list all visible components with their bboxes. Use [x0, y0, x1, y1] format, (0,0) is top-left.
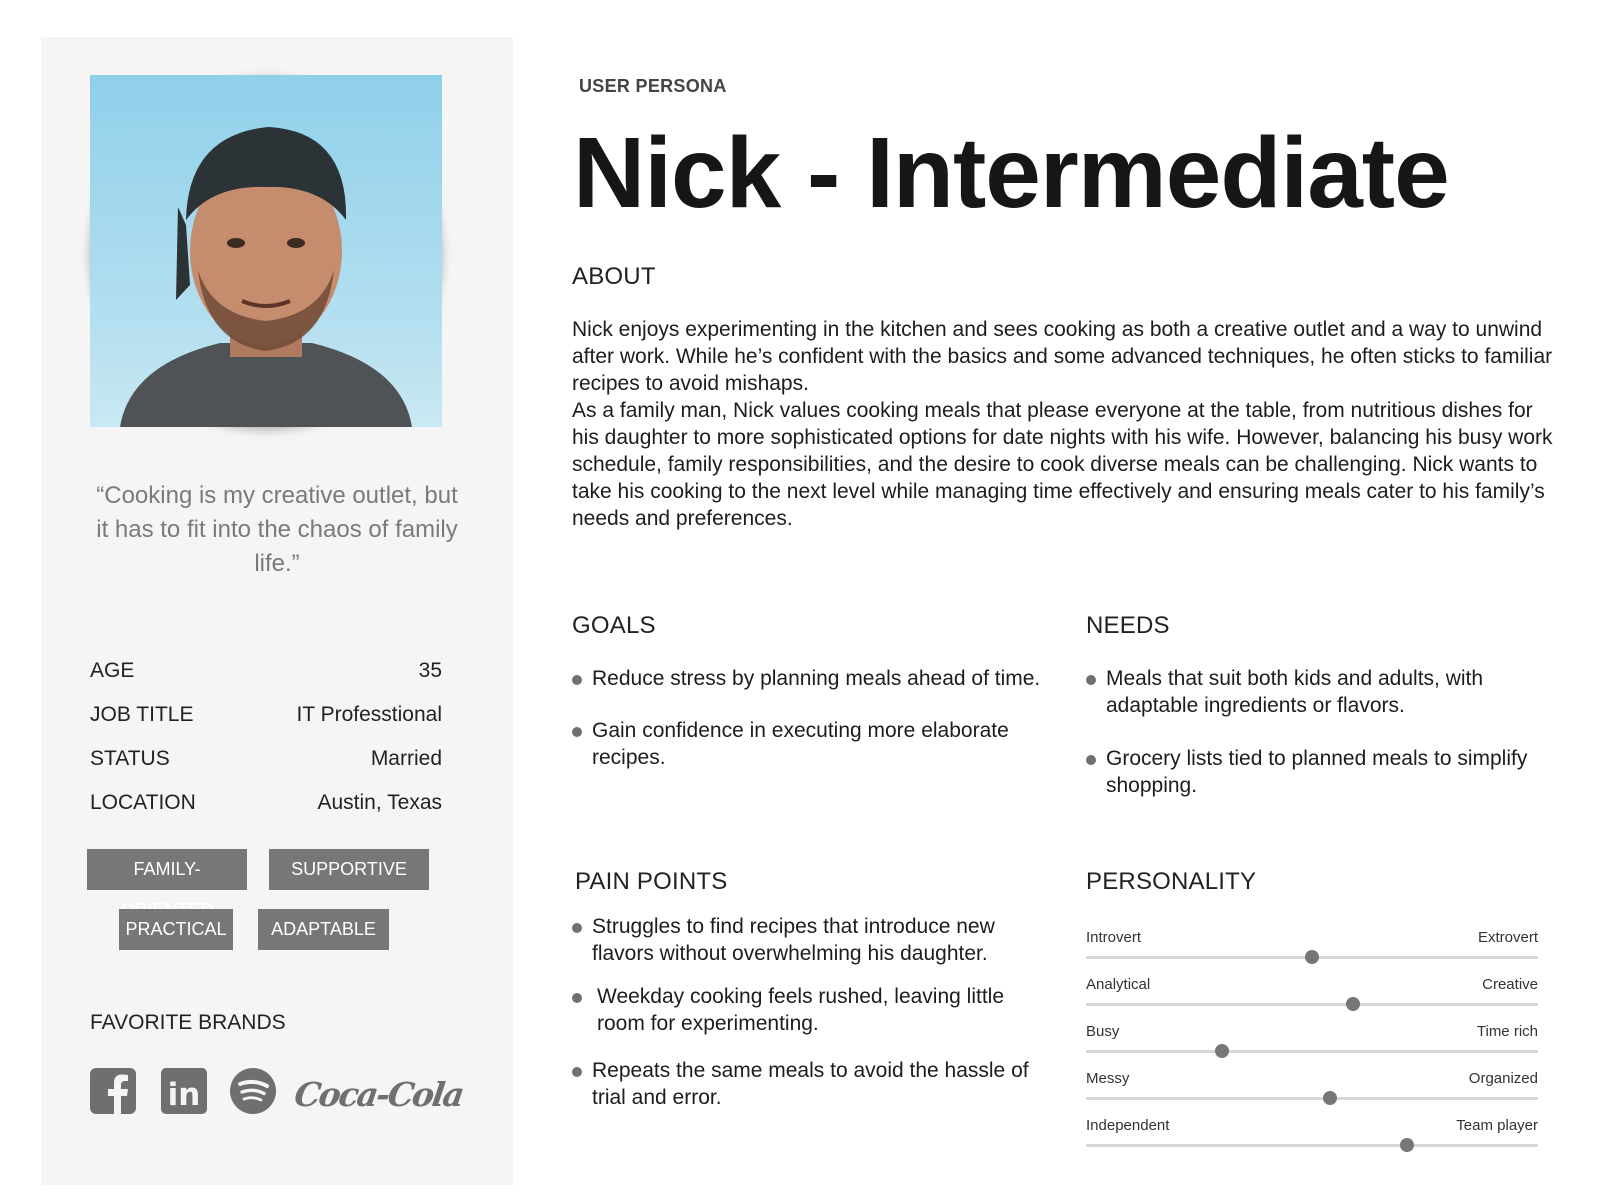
trait-slider-introvert-extrovert: [1086, 929, 1538, 969]
trait-left-label: Introvert: [1086, 929, 1142, 946]
trait-right-label: Creative: [1482, 976, 1538, 993]
about-paragraph: Nick enjoys experimenting in the kitchen and sees cooking as both a creative outlet and a way to unwind after work. While he’s confident with the basics and some advanced techniques, he often sticks to familiar recipes to avoid mishaps.: [572, 318, 1553, 395]
detail-label: JOB TITLE: [90, 703, 194, 726]
trait-right-label: Extrovert: [1477, 929, 1538, 946]
detail-label: STATUS: [90, 747, 170, 770]
facebook-icon: [90, 1068, 136, 1119]
about-text: [572, 316, 1562, 532]
list-item: Gain confidence in executing more elaborate recipes.: [572, 717, 1042, 771]
trait-track: [1086, 1050, 1538, 1053]
trait-tag: ADAPTABLE: [258, 909, 389, 950]
trait-track: [1086, 1003, 1538, 1006]
coca-cola-logo: [291, 1064, 466, 1123]
detail-row-location: [90, 783, 442, 827]
detail-value: IT Professtional: [296, 703, 442, 726]
trait-left-label: Messy: [1086, 1070, 1130, 1087]
trait-right-label: Organized: [1468, 1070, 1538, 1087]
detail-row-age: [90, 651, 442, 695]
trait-thumb: [1323, 1091, 1337, 1105]
list-item: Repeats the same meals to avoid the hassle of trial and error.: [572, 1057, 1042, 1111]
persona-eyebrow: USER PERSONA: [579, 76, 727, 96]
about-paragraph: As a family man, Nick values cooking meals that please everyone at the table, from nutritious dishes for his daughter to more sophisticated options for date nights with his wife. However, balancing his busy work schedule, family responsibilities, and the desire to cook diverse meals can be challenging. Nick wants to take his cooking to the next level while managing time effectively and ensuring meals cater to his family’s needs and preferences.: [572, 399, 1553, 530]
avatar: [90, 75, 442, 427]
trait-slider-messy-organized: [1086, 1070, 1538, 1110]
list-item: Weekday cooking feels rushed, leaving little room for experimenting.: [572, 983, 1042, 1037]
list-item: Reduce stress by planning meals ahead of time.: [572, 665, 1042, 692]
trait-slider-analytical-creative: [1086, 976, 1538, 1016]
goals-list: [572, 665, 1042, 771]
trait-slider-independent-team-player: [1086, 1117, 1538, 1157]
detail-value: 35: [418, 659, 442, 682]
trait-track: [1086, 1144, 1538, 1147]
list-item: Meals that suit both kids and adults, with adaptable ingredients or flavors.: [1086, 665, 1546, 719]
list-item: Struggles to find recipes that introduce new flavors without overwhelming his daughter.: [572, 913, 1042, 967]
about-title: ABOUT: [572, 263, 656, 290]
detail-row-status: [90, 739, 442, 783]
detail-value: Married: [370, 747, 442, 770]
page-title: Nick - Intermediate: [573, 117, 1449, 229]
needs-list: [1086, 665, 1546, 799]
trait-thumb: [1400, 1138, 1414, 1152]
trait-right-label: Team player: [1456, 1117, 1538, 1134]
trait-track: [1086, 1097, 1538, 1100]
detail-value: Austin, Texas: [317, 791, 442, 814]
linkedin-mark: in: [167, 1077, 201, 1113]
trait-left-label: Busy: [1086, 1023, 1120, 1040]
personality-title: PERSONALITY: [1086, 868, 1257, 895]
trait-thumb: [1305, 950, 1319, 964]
detail-label: AGE: [90, 659, 135, 682]
favorite-brands-title: FAVORITE BRANDS: [90, 1011, 286, 1034]
trait-left-label: Independent: [1086, 1117, 1170, 1134]
detail-row-job-title: [90, 695, 442, 739]
trait-slider-busy-time-rich: [1086, 1023, 1538, 1063]
trait-tag: SUPPORTIVE: [269, 849, 429, 890]
persona-quote: “Cooking is my creative outlet, but it has to fit into the chaos of family life.”: [96, 482, 458, 577]
linkedin-icon: [161, 1068, 207, 1119]
coca-cola-mark: Coca-Cola: [291, 1075, 466, 1114]
persona-sidebar: [41, 37, 513, 1185]
trait-tag: FAMILY-: [87, 849, 247, 890]
avatar-photo: [90, 75, 442, 427]
pain-points-list: [572, 913, 1042, 1111]
trait-thumb: [1346, 997, 1360, 1011]
list-item: Grocery lists tied to planned meals to simplify shopping.: [1086, 745, 1546, 799]
persona-details: [90, 651, 442, 827]
trait-left-label: Analytical: [1086, 976, 1151, 993]
pain-points-title: PAIN POINTS: [575, 868, 728, 895]
trait-thumb: [1215, 1044, 1229, 1058]
detail-label: LOCATION: [90, 791, 196, 814]
goals-title: GOALS: [572, 612, 656, 639]
spotify-icon: [230, 1068, 276, 1119]
trait-right-label: Time rich: [1476, 1023, 1538, 1040]
needs-title: NEEDS: [1086, 612, 1170, 639]
trait-tag: PRACTICAL: [119, 909, 233, 950]
